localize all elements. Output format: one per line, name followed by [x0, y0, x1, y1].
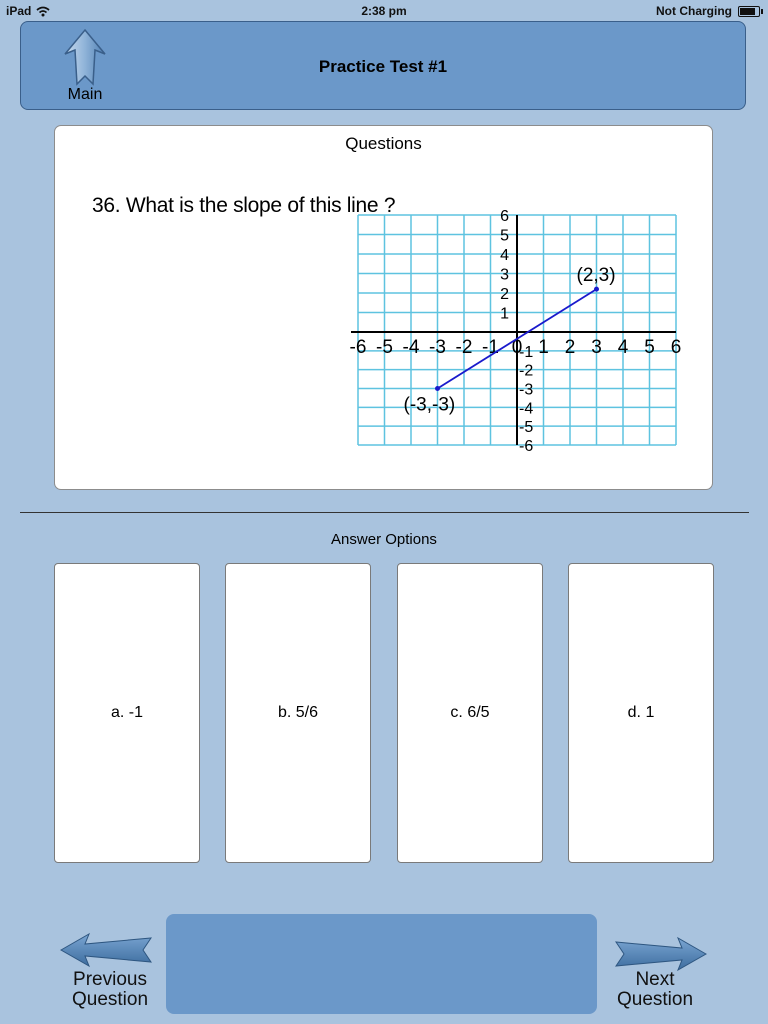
y-tick-label: -2	[519, 362, 534, 380]
y-tick-label: -5	[519, 419, 534, 437]
x-tick-label: 6	[670, 337, 682, 358]
point-a-label: (-3,-3)	[403, 394, 456, 416]
x-tick-label: -2	[455, 337, 473, 358]
x-tick-label: -6	[349, 337, 367, 358]
y-tick-label: 4	[500, 247, 509, 264]
x-tick-label: 1	[538, 337, 549, 358]
status-bar	[0, 0, 768, 22]
questions-heading: Questions	[345, 134, 422, 153]
y-tick-label: 1	[500, 305, 509, 323]
x-tick-label: -5	[376, 337, 393, 358]
next-question-button[interactable]	[600, 930, 710, 1015]
page-title: Practice Test #1	[318, 57, 448, 76]
right-arrow-icon	[608, 934, 708, 974]
x-tick-label: 0	[511, 337, 523, 358]
coordinate-graph	[345, 204, 695, 454]
answer-options-heading: Answer Options	[331, 531, 437, 548]
graph-axes	[351, 215, 676, 445]
y-tick-label: -6	[519, 438, 534, 454]
x-tick-label: -4	[402, 337, 420, 358]
x-tick-label: 2	[564, 337, 576, 358]
y-tick-label: -4	[519, 400, 534, 418]
battery-icon	[738, 6, 760, 17]
previous-label-line2: Question	[71, 989, 149, 1010]
x-tick-label: -3	[429, 337, 446, 358]
point-b-label: (2,3)	[576, 265, 616, 287]
main-button-label: Main	[67, 86, 103, 103]
clock: 2:38 pm	[361, 4, 407, 18]
point-a	[435, 386, 440, 391]
y-tick-label: 2	[500, 286, 509, 303]
battery-status: Not Charging	[656, 4, 732, 18]
previous-question-label	[55, 970, 165, 1010]
next-question-label	[600, 970, 710, 1010]
question-card	[54, 125, 713, 490]
answer-option-b[interactable]: b. 5/6	[225, 563, 371, 863]
y-tick-label: -1	[519, 343, 534, 361]
y-tick-label: -3	[519, 381, 534, 399]
question-text: 36. What is the slope of this line ?	[92, 194, 396, 217]
answer-option-a[interactable]: a. -1	[54, 563, 200, 863]
left-arrow-icon	[59, 930, 159, 970]
bottom-panel	[166, 914, 597, 1014]
previous-question-button[interactable]	[55, 930, 165, 1015]
y-tick-label: 6	[500, 208, 509, 225]
header-bar	[20, 21, 746, 110]
next-label-line1: Next	[635, 969, 675, 990]
answer-option-c[interactable]: c. 6/5	[397, 563, 543, 863]
section-divider	[20, 512, 749, 513]
y-tick-label: 5	[500, 227, 509, 245]
x-tick-label: -1	[482, 337, 499, 358]
x-tick-label: 5	[644, 337, 655, 358]
y-tick-label: 3	[500, 266, 509, 284]
device-name: iPad	[6, 4, 32, 18]
x-tick-label: 4	[617, 337, 629, 358]
point-b	[594, 287, 599, 292]
x-tick-label: 3	[591, 337, 602, 358]
answer-option-d[interactable]: d. 1	[568, 563, 714, 863]
previous-label-line1: Previous	[73, 969, 147, 990]
next-label-line2: Question	[616, 989, 694, 1010]
